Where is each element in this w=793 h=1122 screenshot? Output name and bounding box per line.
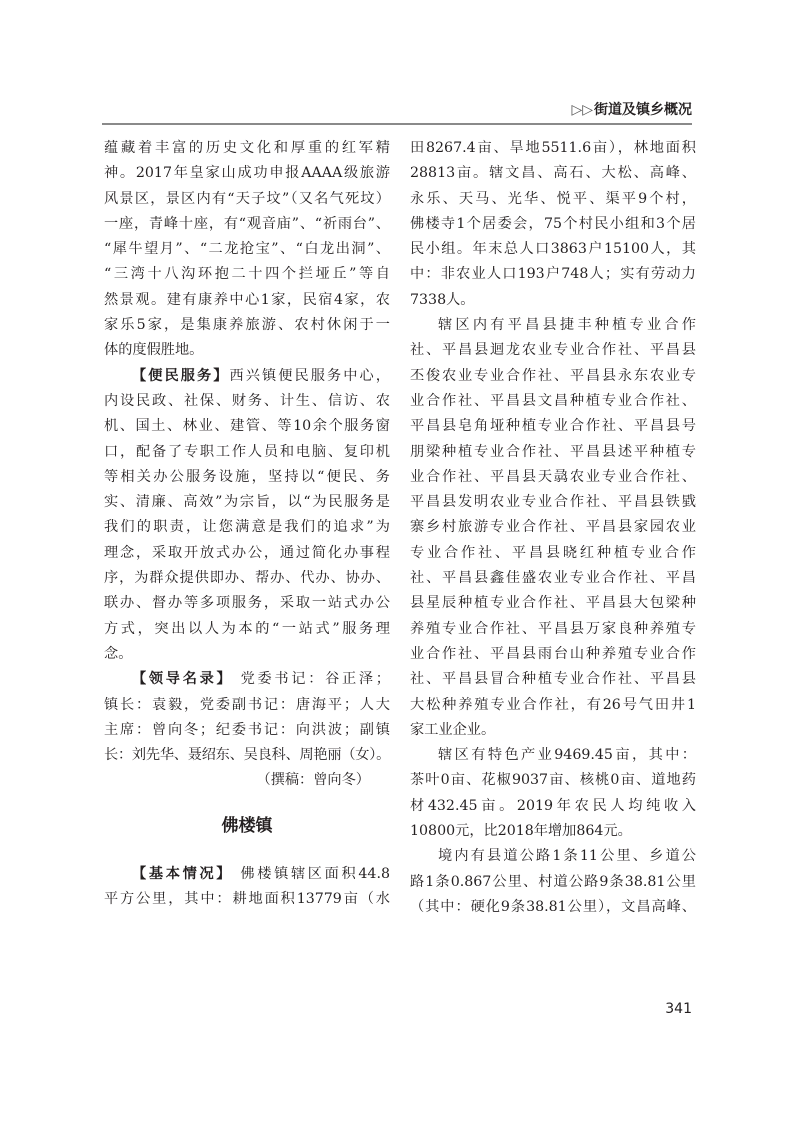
- section-label-service: 【便民服务】: [132, 367, 230, 384]
- section-label-leaders: 【领导名录】: [132, 671, 234, 688]
- text-line: 主席：曾向冬；纪委书记：向洪波；副镇: [104, 721, 390, 738]
- text-line: 7338人。: [410, 291, 475, 308]
- roads-paragraph: [410, 844, 696, 920]
- text-line: 然景观。建有康养中心1家，民宿4家，农: [104, 291, 390, 308]
- town-heading: 佛楼镇: [221, 815, 273, 836]
- text-line: “犀牛望月”、“二龙抢宝”、“白龙出洞”、: [104, 241, 390, 258]
- text-line: 永乐、天马、光华、悦平、渠平9个村，: [410, 190, 696, 207]
- right-column: [410, 136, 696, 920]
- text-line: 丕俊农业专业合作社、平昌县永东农业专: [410, 367, 696, 384]
- text-line: [104, 667, 390, 692]
- text-line: 理念，采取开放式办公，通过简化办事程: [104, 544, 390, 561]
- text-line: 辖区有特色产业9469.45亩，其中：: [438, 747, 696, 764]
- text-run: 佛楼镇辖区面积44.8: [233, 866, 390, 883]
- text-line: 业合作社、平昌县文昌种植专业合作社、: [410, 392, 696, 409]
- running-head: [571, 99, 692, 119]
- text-line: 县星辰种植专业合作社、平昌县大包梁种: [410, 595, 696, 612]
- leaders-paragraph: [104, 667, 390, 793]
- text-line: 我们的职责，让您满意是我们的追求”为: [104, 519, 390, 536]
- text-line: 机、国土、林业、建管、等10余个服务窗: [104, 418, 390, 435]
- text-line: 口，配备了专职工作人员和电脑、复印机: [104, 443, 390, 460]
- text-line: 28813亩。辖文昌、高石、大松、高峰、: [410, 165, 696, 182]
- text-line: 佛楼寺1个居委会，75个村民小组和3个居: [410, 215, 696, 232]
- text-line: 中：非农业人口193户748人；实有劳动力: [410, 266, 696, 283]
- text-line: 体的度假胜地。: [104, 342, 204, 359]
- section-label-basic: 【基本情况】: [132, 866, 234, 883]
- text-line: 蕴藏着丰富的历史文化和厚重的红军精: [104, 140, 390, 156]
- text-line: 神。2017年皇家山成功申报AAAA级旅游: [104, 165, 390, 182]
- text-line: 平方公里，其中：耕地面积13779亩（水: [104, 891, 390, 908]
- service-paragraph: [104, 364, 390, 668]
- text-line: 寨乡村旅游专业合作社、平昌县家园农业: [410, 519, 696, 536]
- industry-paragraph: [410, 743, 696, 844]
- text-line: 材432.45亩。2019年农民人均纯收入: [410, 797, 696, 814]
- text-line: 家工业企业。: [410, 721, 496, 738]
- basic-paragraph: [104, 862, 390, 913]
- text-line: 联办、督办等多项服务，采取一站式办公: [104, 595, 390, 612]
- text-line: 社、平昌县迴龙农业专业合作社、平昌县: [410, 342, 696, 359]
- text-line: 业合作社、平昌县天骉农业专业合作社、: [410, 468, 696, 485]
- basic-continued-paragraph: [410, 136, 696, 313]
- text-line: “三湾十八沟环抱二十四个拦垭丘”等自: [104, 266, 390, 283]
- text-line: 大松种养殖专业合作社，有26号气田井1: [410, 696, 696, 713]
- left-column: [104, 136, 390, 913]
- text-line: 茶叶0亩、花椒9037亩、核桃0亩、道地药: [410, 772, 696, 789]
- text-line: 长：刘先华、聂绍东、吴良科、周艳丽（女）。: [104, 747, 390, 764]
- text-line: [104, 862, 390, 887]
- text-line: 路1条0.867公里、村道公路9条38.81公里: [410, 873, 696, 890]
- running-head-title: 街道及镇乡概况: [594, 102, 692, 118]
- text-line: 序，为群众提供即办、帮办、代办、协办、: [104, 570, 390, 587]
- intro-paragraph: [104, 136, 390, 364]
- text-line: 念。: [104, 645, 133, 662]
- text-run: 西兴镇便民服务中心，: [229, 367, 390, 384]
- text-line: 方式，突出以人为本的“一站式”服务理: [104, 620, 390, 637]
- text-line: 等相关办公服务设施，坚持以“便民、务: [104, 468, 390, 485]
- text-line: 平昌县皂角垭种植专业合作社、平昌县号: [410, 418, 696, 435]
- text-line: 家乐5家，是集康养旅游、农村休闲于一: [104, 317, 390, 334]
- text-run: 党委书记：谷正泽；: [233, 671, 390, 688]
- text-line: 风景区，景区内有“天子坟”（又名气死坟）: [104, 190, 390, 207]
- cooperatives-paragraph: [410, 313, 696, 743]
- text-line: 辖区内有平昌县捷丰种植专业合作: [438, 317, 696, 334]
- double-triangle-icon: ▷▷: [571, 102, 593, 118]
- text-line: 业合作社、平昌县雨台山种养殖专业合作: [410, 645, 696, 662]
- text-line: 实、清廉、高效”为宗旨，以“为民服务是: [104, 494, 390, 511]
- text-line: （其中：硬化9条38.81公里），文昌高峰、: [410, 898, 696, 915]
- text-line: 社、平昌县冒合种植专业合作社、平昌县: [410, 671, 696, 688]
- text-line: 专业合作社、平昌县晓红种植专业合作: [410, 544, 696, 561]
- text-line: 境内有县道公路1条11公里、乡道公: [438, 848, 696, 865]
- text-line: 10800元，比2018年增加864元。: [410, 823, 632, 840]
- text-line: 一座，青峰十座，有“观音庙”、“祈雨台”、: [104, 215, 390, 232]
- text-line: 平昌县发明农业专业合作社、平昌县铁戥: [410, 494, 696, 511]
- author-credit: （撰稿：曾向冬）: [256, 772, 370, 789]
- text-line: 民小组。年末总人口3863户15100人，其: [410, 241, 696, 258]
- header-rule: [102, 123, 692, 125]
- text-line: 社、平昌县鑫佳盛农业专业合作社、平昌: [410, 570, 696, 587]
- text-line: 镇长：袁毅，党委副书记：唐海平；人大: [104, 696, 390, 713]
- text-line: 养殖专业合作社、平昌县万家良种养殖专: [410, 620, 696, 637]
- text-line: 田8267.4亩、旱地5511.6亩），林地面积: [410, 140, 696, 156]
- page-number: 341: [665, 1001, 692, 1017]
- text-line: 内设民政、社保、财务、计生、信访、农: [104, 392, 390, 409]
- text-line: 朋梁种植专业合作社、平昌县述平种植专: [410, 443, 696, 460]
- text-line: [104, 364, 390, 389]
